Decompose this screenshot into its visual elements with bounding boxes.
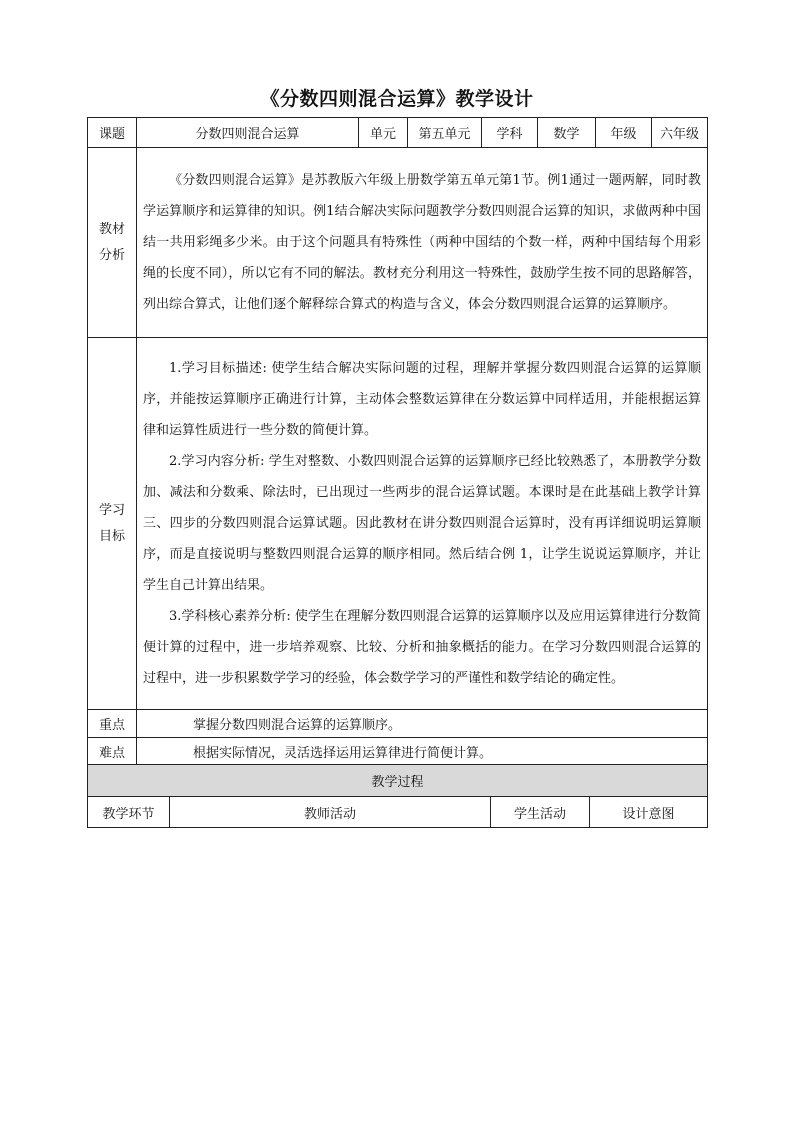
- process-title-row: [88, 765, 708, 797]
- material-analysis-row: [88, 148, 708, 338]
- material-analysis-label: [88, 148, 137, 338]
- key-point-text: 掌握分数四则混合运算的运算顺序。: [137, 710, 708, 738]
- material-analysis-text: 《分数四则混合运算》是苏教版六年级上册数学第五单元第1节。例1通过一题两解，同时教学运算顺序和运算律的知识。例1结合解决实际问题教学分数四则混合运算的知识，求做两种中国结一共用彩绳多少米。由于这个问题具有特殊性（两种中国结的个数一样，两种中国结每个用彩绳的长度不同），所以它有不同的解法。教材充分利用这一特殊性，鼓励学生按不同的思路解答，列出综合算式，让他们逐个解释综合算式的构造与含义，体会分数四则混合运算的运算顺序。: [143, 173, 701, 312]
- difficulty-label: 难点: [88, 738, 137, 765]
- process-title: 教学过程: [88, 765, 708, 797]
- learning-goal-item-1: 1.学习目标描述: 使学生结合解决实际问题的过程，理解并掌握分数四则混合运算的运算顺序，并能按运算顺序正确进行计算，主动体会整数运算律在分数运算中同样适用，并能根据运算律和运算性质进行一些分数的简便计算。: [143, 361, 701, 438]
- process-column-header: 教学环节: [88, 797, 170, 828]
- grade-label: 年级: [596, 118, 652, 148]
- learning-goal-item-2: 2.学习内容分析: 学生对整数、小数四则混合运算的运算顺序已经比较熟悉了，本册教学分数加、减法和分数乘、除法时，已出现过一些两步的混合运算试题。本课时是在此基础上教学计算三、四步的分数四则混合运算试题。因此教材在讲分数四则混合运算时，没有再详细说明运算顺序，而是直接说明与整数四则混合运算的顺序相同。然后结合例 1，让学生说说运算顺序，并让学生自己计算出结果。: [143, 454, 701, 593]
- learning-goals-label: [88, 338, 137, 710]
- learning-goals-label-line1: 学习: [98, 502, 125, 518]
- difficulty-row: [88, 738, 708, 765]
- learning-goals-label-line2: 目标: [98, 528, 125, 544]
- process-header-row: [88, 797, 708, 828]
- header-row: [88, 118, 708, 148]
- key-point-row: [88, 710, 708, 738]
- process-column-header: 学生活动: [491, 797, 590, 828]
- material-analysis-label-line1: 教材: [98, 221, 125, 237]
- material-analysis-label-line2: 分析: [98, 247, 125, 263]
- grade-value: 六年级: [652, 118, 708, 148]
- teaching-process-table: [87, 764, 708, 828]
- process-column-header: 教师活动: [170, 797, 491, 828]
- lesson-info-table: [87, 117, 708, 765]
- topic-label: 课题: [88, 118, 137, 148]
- subject-value: 数学: [538, 118, 596, 148]
- material-analysis-content: [137, 148, 708, 338]
- unit-value: 第五单元: [408, 118, 482, 148]
- learning-goals-content: [137, 338, 708, 710]
- subject-label: 学科: [482, 118, 538, 148]
- learning-goal-item-3: 3.学科核心素养分析: 使学生在理解分数四则混合运算的运算顺序以及应用运算律进行分数简便计算的过程中，进一步培养观察、比较、分析和抽象概括的能力。在学习分数四则混合运算的过程中，进一步积累数学学习的经验，体会数学学习的严谨性和数学结论的确定性。: [143, 609, 701, 686]
- process-column-header: 设计意图: [590, 797, 708, 828]
- topic-value: 分数四则混合运算: [137, 118, 359, 148]
- difficulty-text: 根据实际情况，灵活选择运用运算律进行简便计算。: [137, 738, 708, 765]
- learning-goals-row: [88, 338, 708, 710]
- document-title: 《分数四则混合运算》教学设计: [260, 88, 534, 110]
- unit-label: 单元: [359, 118, 408, 148]
- key-point-label: 重点: [88, 710, 137, 738]
